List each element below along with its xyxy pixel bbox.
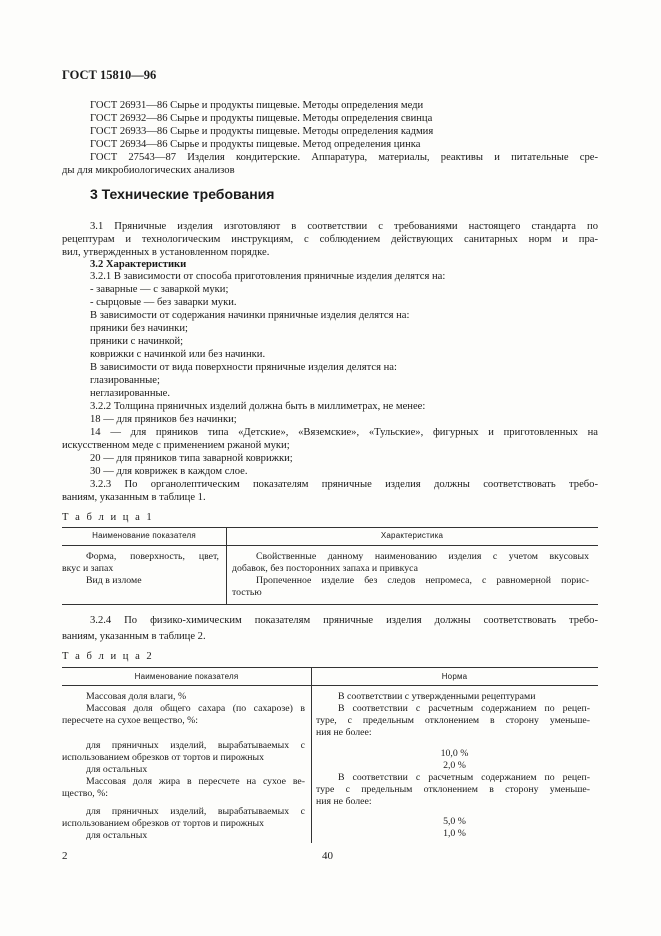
page-number: 2 <box>62 850 68 862</box>
table-border <box>62 527 598 528</box>
table-header: Наименование показателя <box>92 531 196 540</box>
table-cell: тостью <box>232 587 262 598</box>
table-cell: туре, с предельным отклонением в сторону уменьше- <box>316 715 590 726</box>
sheet-number: 40 <box>322 850 333 862</box>
table-cell: Пропеченное изделие без следов непромеса, с равномерной порис- <box>256 575 589 586</box>
table-cell: щество, %: <box>62 788 109 799</box>
table-cell: использованием обрезков от тортов и пирожных <box>62 818 265 829</box>
reference-line: ГОСТ 26931—86 Сырье и продукты пищевые. Методы определения меди <box>90 100 424 111</box>
list-item: пряники без начинки; <box>90 323 188 334</box>
table-cell: В соответствии с расчетным содержанием по рецеп- <box>338 772 590 783</box>
table-cell: В соответствии с утвержденными рецептурами <box>338 691 536 702</box>
table-cell: для пряничных изделий, вырабатываемых с <box>86 806 305 817</box>
list-item: - заварные — с заваркой муки; <box>90 284 229 295</box>
paragraph-line: 3.1 Пряничные изделия изготовляют в соответствии с требованиями настоящего стандарта по <box>90 221 598 232</box>
paragraph-line: В зависимости от вида поверхности пряничные изделия делятся на: <box>90 362 397 373</box>
list-item: - сырцовые — без заварки муки. <box>90 297 237 308</box>
table-cell: добавок, без посторонних запаха и привкуса <box>232 563 418 574</box>
subsection-title: 3.2 Характеристики <box>90 259 187 270</box>
table-border <box>62 685 598 686</box>
table-cell: туре с предельным отклонением в сторону уменьше- <box>316 784 590 795</box>
reference-line: ды для микробиологических анализов <box>62 165 235 176</box>
paragraph-line: вил, утвержденных в установленном порядке. <box>62 247 270 258</box>
paragraph-line: ваниям, указанным в таблице 2. <box>62 631 206 642</box>
table-cell: Массовая доля общего сахара (по сахарозе) в <box>86 703 305 714</box>
list-item: искусственном меде с применением ржаной муки; <box>62 440 290 451</box>
list-item: 18 — для пряников без начинки; <box>90 414 237 425</box>
table-header: Характеристика <box>380 531 444 540</box>
table-cell: 5,0 % <box>443 816 466 827</box>
paragraph-line: 3.2.4 По физико-химическим показателям пряничные изделия должны соответствовать требо- <box>90 615 598 626</box>
list-item: 20 — для пряников типа заварной коврижки; <box>90 453 293 464</box>
table-cell: для остальных <box>86 830 148 841</box>
reference-line: ГОСТ 26934—86 Сырье и продукты пищевые. Метод определения цинка <box>90 139 421 150</box>
table-cell: Форма, поверхность, цвет, <box>86 551 219 562</box>
table-header: Наименование показателя <box>134 672 239 681</box>
paragraph-line: ваниям, указанным в таблице 1. <box>62 492 206 503</box>
paragraph-line: 3.2.2 Толщина пряничных изделий должна быть в миллиметрах, не менее: <box>90 401 426 412</box>
table-cell: Массовая доля влаги, % <box>86 691 187 702</box>
table-cell: для пряничных изделий, вырабатываемых с <box>86 740 305 751</box>
list-item: неглазированные. <box>90 388 170 399</box>
table-cell: Вид в изломе <box>86 575 142 586</box>
table-border <box>62 667 598 668</box>
table-cell: Массовая доля жира в пересчете на сухое ве- <box>86 776 305 787</box>
table-cell: ния не более: <box>316 796 372 807</box>
table-header: Норма <box>441 672 468 681</box>
reference-line: ГОСТ 26933—86 Сырье и продукты пищевые. Методы определения кадмия <box>90 126 434 137</box>
table-cell: 10,0 % <box>440 748 469 759</box>
list-item: 30 — для коврижек в каждом слое. <box>90 466 248 477</box>
list-item: коврижки с начинкой или без начинки. <box>90 349 266 360</box>
reference-line: ГОСТ 27543—87 Изделия кондитерские. Аппаратура, материалы, реактивы и питательные сре- <box>90 152 598 163</box>
table-border <box>62 545 598 546</box>
table-cell: ния не более: <box>316 727 372 738</box>
table-border <box>62 604 598 605</box>
paragraph-line: 3.2.1 В зависимости от способа приготовления пряничные изделия делятся на: <box>90 271 446 282</box>
paragraph-line: 3.2.3 По органолептическим показателям пряничные изделия должны соответствовать требо- <box>90 479 598 490</box>
reference-line: ГОСТ 26932—86 Сырье и продукты пищевые. Методы определения свинца <box>90 113 433 124</box>
table-cell: для остальных <box>86 764 148 775</box>
paragraph-line: рецептурам и технологическим инструкциям, с соблюдением действующих санитарных норм и пра- <box>62 234 598 245</box>
table-cell: В соответствии с расчетным содержанием по рецеп- <box>338 703 590 714</box>
list-item: пряники с начинкой; <box>90 336 184 347</box>
document-id: ГОСТ 15810—96 <box>62 68 157 82</box>
table-caption: Т а б л и ц а 2 <box>62 651 154 662</box>
section-title: 3 Технические требования <box>90 186 275 202</box>
list-item: 14 — для пряников типа «Детские», «Вяземские», «Тульские», фигурных и приготовленных на <box>90 427 598 438</box>
table-cell: пересчете на сухое вещество, %: <box>62 715 199 726</box>
table-cell: Свойственные данному наименованию изделия с учетом вкусовых <box>256 551 589 562</box>
table-cell: 2,0 % <box>443 760 466 771</box>
table-cell: 1,0 % <box>443 828 466 839</box>
table-cell: вкус и запах <box>62 563 114 574</box>
list-item: глазированные; <box>90 375 160 386</box>
table-caption: Т а б л и ц а 1 <box>62 512 154 523</box>
table-cell: использованием обрезков от тортов и пирожных <box>62 752 265 763</box>
paragraph-line: В зависимости от содержания начинки пряничные изделия делятся на: <box>90 310 410 321</box>
